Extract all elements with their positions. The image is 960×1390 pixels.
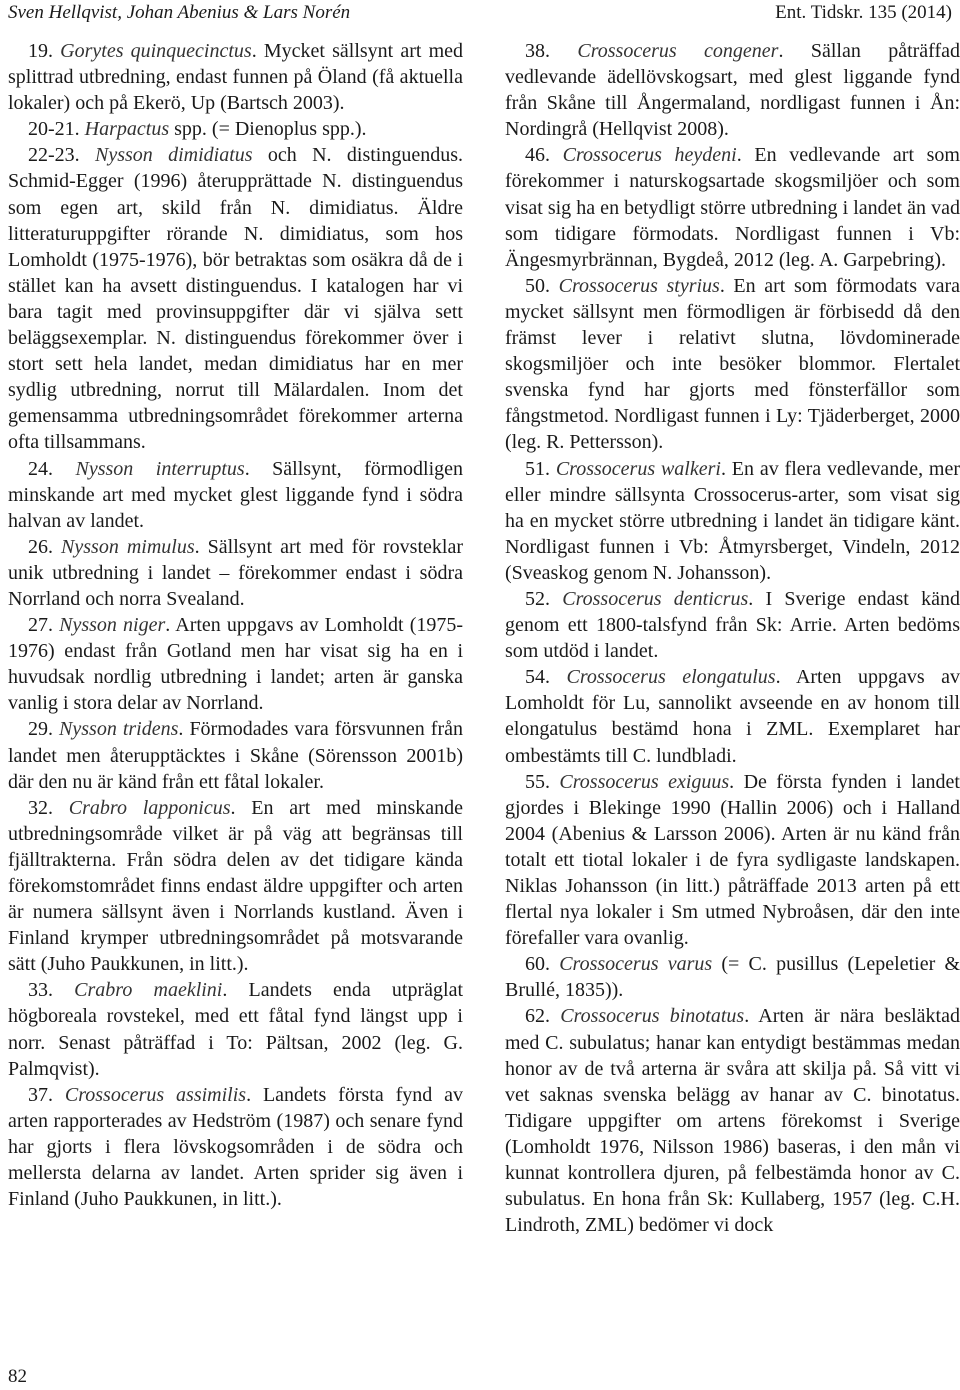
species-entry: 38. Crossocerus congener. Sällan påträffad vedlevande ädellövskogsart, med glest liggande fynd från Skåne till Ångermaland, nordligast funnen i Ån: Nordingrå (Hellqvist 2008). [505, 40, 960, 141]
running-header [0, 0, 960, 30]
species-entry: 55. Crossocerus exiguus. De första fynden i landet gjordes i Blekinge 1990 (Hallin 2006) och i Halland 2004 (Abenius & Larsson 2006). Arten är nu känd från totalt ett tiotal lokaler i de fyra sydligaste landskapen. Niklas Johansson (in litt.) påträffade 2013 arten på ett flertal nya lokaler i Sm utmed Nybroåsen, där den inte förefaller vara ovanlig. [505, 770, 960, 950]
species-entry: 54. Crossocerus elongatulus. Arten uppgavs av Lomholdt för Lu, sannolikt avseende en av honom till elongatulus bestämd hona i ZML. Exemplaret har ombestämts till C. lundbladi. [505, 666, 960, 767]
species-entry: 24. Nysson interruptus. Sällsynt, förmodligen minskande art med mycket glest liggande fynd i södra halvan av landet. [8, 457, 463, 532]
species-entry: 60. Crossocerus varus (= C. pusillus (Lepeletier & Brullé, 1835)). [505, 953, 960, 1002]
species-name: Crossocerus varus [559, 953, 713, 976]
species-entry: 52. Crossocerus denticrus. I Sverige endast känd genom ett 1800-talsfynd från Sk: Arrie. Arten bedöms som utdöd i landet. [505, 587, 960, 663]
species-name: Nysson niger [59, 614, 166, 637]
species-entry: 46. Crossocerus heydeni. En vedlevande art som förekommer i naturskogsartade skogsmiljöer och som visat sig ha en betydligt större utbredning i landet än vad som tidigare förmodats. Nordligast funnen i Vb: Ängesmyrbrännan, Bygdeå, 2012 (leg. A. Garpebring). [505, 144, 960, 271]
species-name: Crossocerus walkeri [555, 457, 721, 480]
species-entry: 19. Gorytes quinquecinctus. Mycket sällsynt art med splittrad utbredning, endast funnen på Öland (få aktuella lokaler) och på Ekerö, Up (Bartsch 2003). [8, 40, 464, 115]
species-name: Crossocerus heydeni [562, 144, 737, 167]
species-name: Crossocerus assimilis [64, 1083, 247, 1106]
species-name: Nysson interruptus [75, 457, 245, 480]
species-name: Crossocerus elongatulus [566, 666, 776, 689]
species-name: Gorytes quinquecinctus [60, 40, 252, 62]
species-name: Harpactus [84, 118, 170, 141]
species-entry: 33. Crabro maeklini. Landets enda utpräglat högboreala rovstekel, med ett fåtal fynd längst upp i norr. Senast påträffad i To: Pältsan, 2002 (leg. G. Palmqvist). [8, 979, 464, 1080]
species-entry: 51. Crossocerus walkeri. En av flera vedlevande, mer eller mindre sällsynta Crossocerus-arter, som visat sig ha en mycket större utbredning i landet än tidigare känt. Nordligast funnen i Vb: Åtmyrsberget, Vindeln, 2012 (Sveaskog genom N. Johansson). [505, 457, 960, 584]
right-column [505, 38, 960, 1238]
species-entry: 29. Nysson tridens. Förmodades vara försvunnen från landet men återupptäcktes i Skåne (Sörensson 2001b) där den nu är känd från ett fåtal lokaler. [8, 718, 463, 793]
page-number: 82 [8, 1366, 27, 1387]
species-name: Crossocerus exiguus [559, 770, 730, 793]
species-entry: 62. Crossocerus binotatus. Arten är nära besläktad med C. subulatus; hanar kan entydigt bestämmas medan honor av de två arterna är svåra att skilja på. Så vitt vi vet saknas svenska belägg av hanar av C. binotatus. Tidigare uppgifter om artens förekomst i Sverige (Lomholdt 1976, Nilsson 1986) baseras, i den mån vi kunnat kontrollera djuren, på felbestämda honor av C. subulatus. En hona från Sk: Kullaberg, 1957 (leg. C.H. Lindroth, ZML) bedömer vi dock [505, 1005, 960, 1237]
species-name: Crabro lapponicus [68, 796, 231, 819]
species-name: Nysson tridens [59, 718, 179, 741]
header-journal: Ent. Tidskr. 135 (2014) [775, 2, 952, 23]
species-entry: 27. Nysson niger. Arten uppgavs av Lomholdt (1975-1976) endast från Gotland men har visat sig ha en i huvudsak nordlig utbredning i landet; arten är ganska vanlig i stora delar av Norrland. [8, 614, 464, 715]
species-name: Crossocerus styrius [558, 274, 720, 297]
species-entry: 22-23. Nysson dimidiatus och N. distinguendus. Schmid-Egger (1996) återupprättade N. distinguendus som egen art, skild från N. dimidiatus. Äldre litteraturuppgifter rörande N. dimidiatus, som hos Lomholdt (1975-1976), bör betraktas som osäkra då de i stället kan ha avsett distinguendus. I katalogen har vi bara tagit med provinsuppgifter där vi själva sett beläggsexemplar. N. distinguendus förekommer över i stort sett hela landet, medan dimidiatus har en mer sydlig utbredning, norrut till Mälardalen. Inom det gemensamma utbredningsområdet förekommer arterna ofta tillsammans. [8, 144, 463, 454]
species-name: Nysson mimulus [61, 535, 195, 558]
species-name: Crossocerus binotatus [560, 1005, 745, 1028]
species-name: Crossocerus denticrus [562, 587, 749, 610]
species-entry: 26. Nysson mimulus. Sällsynt art med för rovsteklar unik utbredning i landet – förekommer endast i södra Norrland och norra Svealand. [8, 535, 463, 610]
species-name: Crabro maeklini [74, 979, 223, 1002]
species-name: Crossocerus congener [577, 40, 779, 62]
species-name: Nysson dimidiatus [95, 144, 253, 167]
header-authors: Sven Hellqvist, Johan Abenius & Lars Norén [8, 2, 351, 23]
species-entry: 32. Crabro lapponicus. En art med minskande utbredningsområde vilket är på väg att begränsas till fjälltrakterna. Från södra delen av det tidigare kända förekomstområdet finns endast äldre uppgifter och arten är numera sällsynt även i Norrlands kustland. Även i Finland krymper utbredningsområdet på motsvarande sätt (Juho Paukkunen, in litt.). [8, 796, 463, 976]
species-entry: 37. Crossocerus assimilis. Landets första fynd av arten rapporterades av Hedström (1987) och senare fynd har gjorts i flera lövskogsområden i de södra och mellersta delarna av landet. Arten sprider sig även i Finland (Juho Paukkunen, in litt.). [8, 1083, 464, 1211]
species-entry: 50. Crossocerus styrius. En art som förmodats vara mycket sällsynt men förmodligen är förbisedd då den främst lever i relativt slutna, lövdominerade skogsmiljöer och inte besöker blommor. Flertalet svenska fynd har gjorts med fönsterfällor som fångstmetod. Nordligast funnen i Ly: Tjäderberget, 2000 (leg. R. Pettersson). [505, 274, 960, 454]
left-column [8, 38, 463, 1212]
species-entry: 20-21. Harpactus spp. (= Dienoplus spp.). [28, 118, 367, 141]
